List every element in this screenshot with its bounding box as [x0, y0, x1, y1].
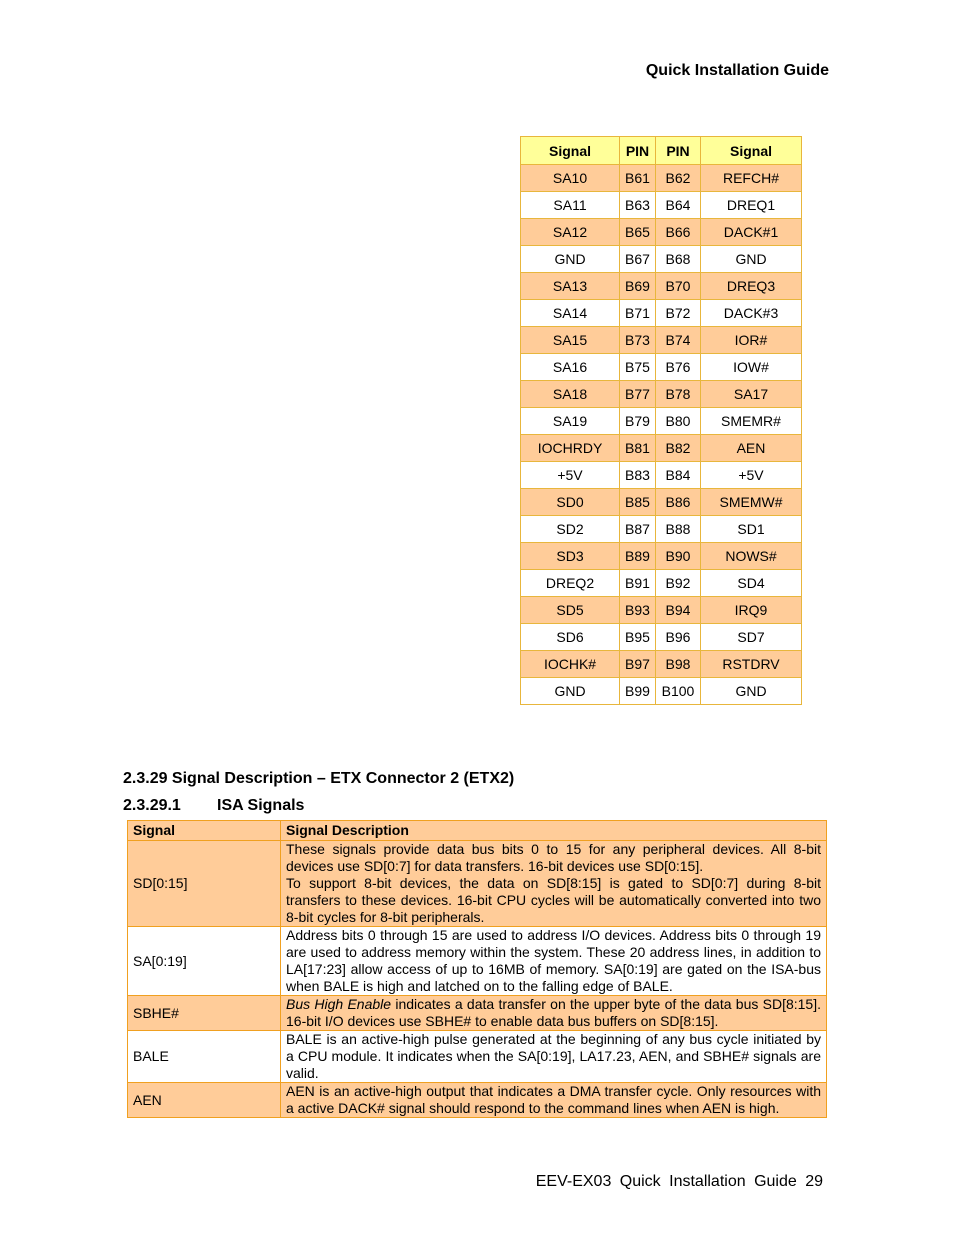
pin-signal-right: DACK#1	[701, 219, 802, 246]
pin-number-left: B73	[620, 327, 656, 354]
pin-signal-right: DREQ3	[701, 273, 802, 300]
subsection-heading	[123, 797, 304, 815]
pin-header-signal-left: Signal	[521, 137, 620, 165]
pin-signal-right: SD4	[701, 570, 802, 597]
desc-header-signal: Signal	[128, 821, 281, 841]
pin-number-right: B100	[656, 678, 701, 705]
pin-signal-right: REFCH#	[701, 165, 802, 192]
pin-number-left: B87	[620, 516, 656, 543]
pin-number-right: B96	[656, 624, 701, 651]
table-row	[521, 516, 802, 543]
table-row	[521, 246, 802, 273]
pin-signal-left: SD3	[521, 543, 620, 570]
table-row	[128, 841, 827, 927]
table-row	[521, 651, 802, 678]
pin-number-right: B92	[656, 570, 701, 597]
table-row	[521, 381, 802, 408]
pin-number-right: B84	[656, 462, 701, 489]
pin-number-left: B71	[620, 300, 656, 327]
description-emphasis: Bus High Enable	[286, 996, 392, 1012]
table-row	[128, 1031, 827, 1083]
pin-signal-right: AEN	[701, 435, 802, 462]
pin-header-pin-left: PIN	[620, 137, 656, 165]
pin-number-right: B88	[656, 516, 701, 543]
signal-name: SA[0:19]	[128, 927, 281, 996]
description-text: indicates a data transfer on the upper byte of the data bus SD[8:15]. 16-bit I/O devices use SBHE# to enable data bus buffers on SD[8:15].	[286, 996, 821, 1029]
pin-signal-left: SA12	[521, 219, 620, 246]
pin-signal-right: IOR#	[701, 327, 802, 354]
pin-number-left: B67	[620, 246, 656, 273]
pin-signal-right: IRQ9	[701, 597, 802, 624]
pin-signal-left: SD0	[521, 489, 620, 516]
signal-name: SBHE#	[128, 996, 281, 1031]
pin-number-right: B66	[656, 219, 701, 246]
table-row	[521, 489, 802, 516]
pin-number-left: B97	[620, 651, 656, 678]
signal-description	[281, 996, 827, 1031]
table-row	[128, 927, 827, 996]
pin-number-left: B85	[620, 489, 656, 516]
pin-number-right: B78	[656, 381, 701, 408]
pin-signal-right: SA17	[701, 381, 802, 408]
signal-name: AEN	[128, 1083, 281, 1118]
pin-number-right: B98	[656, 651, 701, 678]
running-header: Quick Installation Guide	[645, 62, 829, 79]
table-row	[128, 1083, 827, 1118]
pin-number-right: B64	[656, 192, 701, 219]
signal-description: BALE is an active-high pulse generated at the beginning of any bus cycle initiated by a CPU module. It indicates when the SA[0:19], LA17.23, AEN, and SBHE# signals are valid.	[281, 1031, 827, 1083]
pin-number-left: B79	[620, 408, 656, 435]
pin-number-left: B93	[620, 597, 656, 624]
section-heading: 2.3.29 Signal Description – ETX Connector 2 (ETX2)	[123, 770, 515, 787]
pin-signal-left: GND	[521, 678, 620, 705]
pin-signal-right: SD7	[701, 624, 802, 651]
table-row	[521, 624, 802, 651]
pin-signal-right: SMEMW#	[701, 489, 802, 516]
pin-signal-left: SA13	[521, 273, 620, 300]
pin-number-right: B82	[656, 435, 701, 462]
pin-signal-right: GND	[701, 246, 802, 273]
subsection-title: ISA Signals	[217, 797, 305, 814]
pin-signal-left: SA19	[521, 408, 620, 435]
pin-signal-right: SMEMR#	[701, 408, 802, 435]
signal-name: SD[0:15]	[128, 841, 281, 927]
table-row	[521, 219, 802, 246]
pin-assignment-table	[520, 136, 802, 705]
table-row	[521, 165, 802, 192]
pin-signal-left: SD2	[521, 516, 620, 543]
pin-signal-right: +5V	[701, 462, 802, 489]
pin-signal-right: IOW#	[701, 354, 802, 381]
table-row	[521, 354, 802, 381]
pin-number-left: B75	[620, 354, 656, 381]
pin-number-right: B94	[656, 597, 701, 624]
pin-signal-left: IOCHRDY	[521, 435, 620, 462]
pin-number-left: B89	[620, 543, 656, 570]
description-paragraph: To support 8-bit devices, the data on SD[8:15] is gated to SD[0:7] during 8-bit transfers to these devices. 16-bit CPU cycles will be automatically converted into two 8-bit cycles for 8-bit peripherals.	[286, 875, 821, 925]
pin-number-left: B65	[620, 219, 656, 246]
desc-header-description: Signal Description	[281, 821, 827, 841]
pin-number-right: B72	[656, 300, 701, 327]
pin-signal-left: +5V	[521, 462, 620, 489]
pin-signal-left: SA18	[521, 381, 620, 408]
pin-signal-left: GND	[521, 246, 620, 273]
table-row	[521, 543, 802, 570]
pin-number-left: B77	[620, 381, 656, 408]
desc-table-header-row	[128, 821, 827, 841]
signal-description	[281, 841, 827, 927]
table-row	[521, 462, 802, 489]
table-row	[521, 192, 802, 219]
subsection-number: 2.3.29.1	[123, 797, 181, 814]
pin-signal-left: SA15	[521, 327, 620, 354]
pin-number-left: B69	[620, 273, 656, 300]
pin-signal-left: SA11	[521, 192, 620, 219]
pin-number-left: B95	[620, 624, 656, 651]
pin-header-pin-right: PIN	[656, 137, 701, 165]
signal-name: BALE	[128, 1031, 281, 1083]
table-row	[521, 327, 802, 354]
pin-number-left: B83	[620, 462, 656, 489]
pin-signal-left: IOCHK#	[521, 651, 620, 678]
pin-header-signal-right: Signal	[701, 137, 802, 165]
pin-number-right: B90	[656, 543, 701, 570]
pin-signal-left: SD6	[521, 624, 620, 651]
pin-signal-left: SA16	[521, 354, 620, 381]
pin-number-right: B62	[656, 165, 701, 192]
page-footer: EEV-EX03 Quick Installation Guide 29	[535, 1173, 823, 1190]
pin-number-right: B68	[656, 246, 701, 273]
pin-table-header-row	[521, 137, 802, 165]
table-row	[521, 300, 802, 327]
description-paragraph: These signals provide data bus bits 0 to 15 for any peripheral devices. All 8-bit devices use SD[0:7] for data transfers. 16-bit devices use SD[0:15].	[286, 841, 821, 874]
pin-number-left: B63	[620, 192, 656, 219]
table-row	[128, 996, 827, 1031]
pin-number-left: B91	[620, 570, 656, 597]
pin-signal-right: RSTDRV	[701, 651, 802, 678]
pin-number-right: B74	[656, 327, 701, 354]
pin-signal-right: DACK#3	[701, 300, 802, 327]
pin-number-left: B61	[620, 165, 656, 192]
pin-signal-left: SD5	[521, 597, 620, 624]
pin-signal-right: SD1	[701, 516, 802, 543]
pin-number-right: B70	[656, 273, 701, 300]
table-row	[521, 678, 802, 705]
pin-number-right: B76	[656, 354, 701, 381]
pin-signal-left: SA10	[521, 165, 620, 192]
pin-signal-left: DREQ2	[521, 570, 620, 597]
table-row	[521, 273, 802, 300]
table-row	[521, 435, 802, 462]
pin-number-left: B81	[620, 435, 656, 462]
table-row	[521, 570, 802, 597]
signal-description: Address bits 0 through 15 are used to address I/O devices. Address bits 0 through 19 are used to address memory within the system. These 20 address lines, in addition to LA[17:23] allow access of up to 16MB of memory. SA[0:19] are gated on the ISA-bus when BALE is high and latched on to the falling edge of BALE.	[281, 927, 827, 996]
pin-signal-right: DREQ1	[701, 192, 802, 219]
signal-description-table	[127, 820, 827, 1118]
table-row	[521, 408, 802, 435]
pin-number-right: B86	[656, 489, 701, 516]
pin-number-left: B99	[620, 678, 656, 705]
signal-description: AEN is an active-high output that indicates a DMA transfer cycle. Only resources with a active DACK# signal should respond to the command lines when AEN is high.	[281, 1083, 827, 1118]
pin-signal-right: GND	[701, 678, 802, 705]
pin-signal-right: NOWS#	[701, 543, 802, 570]
table-row	[521, 597, 802, 624]
pin-signal-left: SA14	[521, 300, 620, 327]
pin-number-right: B80	[656, 408, 701, 435]
